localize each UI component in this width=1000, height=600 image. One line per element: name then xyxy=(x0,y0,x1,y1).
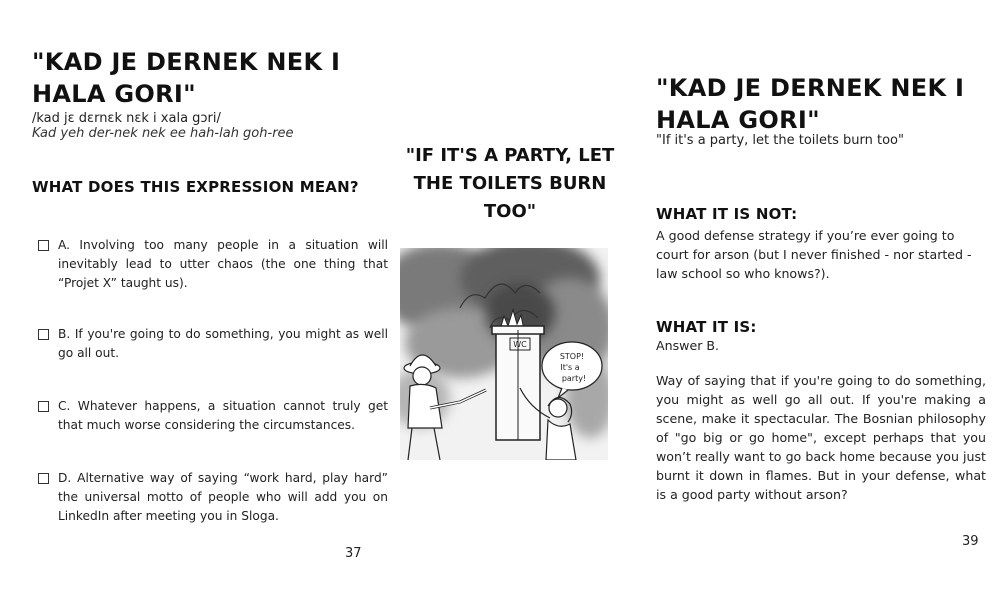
question-heading: WHAT DOES THIS EXPRESSION MEAN? xyxy=(32,178,359,196)
speech-text-line3: party! xyxy=(561,374,587,383)
option-text: D. Alternative way of saying “work hard, play hard” the universal motto of people who will add you on LinkedIn after meeting you in Sloga. xyxy=(58,471,388,523)
checkbox-icon[interactable] xyxy=(38,329,49,340)
checkbox-icon[interactable] xyxy=(38,240,49,251)
page-title: "KAD JE DERNEK NEK I HALA GORI" xyxy=(656,74,965,134)
translation-title: "IF IT'S A PARTY, LET THE TOILETS BURN TOO" xyxy=(405,145,615,222)
page-title: "KAD JE DERNEK NEK I HALA GORI" xyxy=(32,48,341,108)
option-b[interactable] xyxy=(38,325,388,363)
option-c[interactable] xyxy=(38,397,388,435)
wc-sign: WC xyxy=(513,340,527,349)
speech-text-line1: STOP! xyxy=(559,352,585,361)
what-it-is-heading: WHAT IT IS: xyxy=(656,318,757,336)
option-a[interactable] xyxy=(38,236,388,293)
option-text: C. Whatever happens, a situation cannot truly get that much worse considering the circumstances. xyxy=(58,399,388,432)
option-text: A. Involving too many people in a situation will inevitably lead to utter chaos (the one thing that “Projet X” taught us). xyxy=(58,238,388,290)
right-page xyxy=(620,0,1000,600)
option-d[interactable] xyxy=(38,469,388,526)
checkbox-icon[interactable] xyxy=(38,401,49,412)
middle-page xyxy=(400,0,620,600)
what-it-is-not-text: A good defense strategy if you’re ever going to court for arson (but I never finished - nor started - law school so who knows?). xyxy=(656,228,972,281)
answer-text: Answer B. xyxy=(656,338,720,353)
toilet-cabin xyxy=(492,326,544,440)
translation-text: "If it's a party, let the toilets burn too" xyxy=(656,133,904,148)
ipa-transcription: /kad jɛ dɛrnɛk nɛk i xala gɔri/ xyxy=(32,111,221,126)
speech-text-line2: It's a xyxy=(560,363,580,372)
phonetic-spelling: Kad yeh der-nek nek ee hah-lah goh-ree xyxy=(32,126,294,141)
what-it-is-not-heading: WHAT IT IS NOT: xyxy=(656,205,798,223)
explanation-text: Way of saying that if you're going to do something, you might as well go all out. If you're making a scene, make it spectacular. The Bosnian philosophy of "go big or go home", except perhaps that you won’t really want to go back home because you just burnt it down in flames. But in your defense, what is a good party without arson? xyxy=(656,373,986,502)
page-number: 39 xyxy=(962,534,979,549)
option-text: B. If you're going to do something, you might as well go all out. xyxy=(58,327,388,360)
page-number: 37 xyxy=(345,546,362,561)
burning-toilet-illustration xyxy=(400,248,608,460)
left-page xyxy=(0,0,400,600)
checkbox-icon[interactable] xyxy=(38,473,49,484)
